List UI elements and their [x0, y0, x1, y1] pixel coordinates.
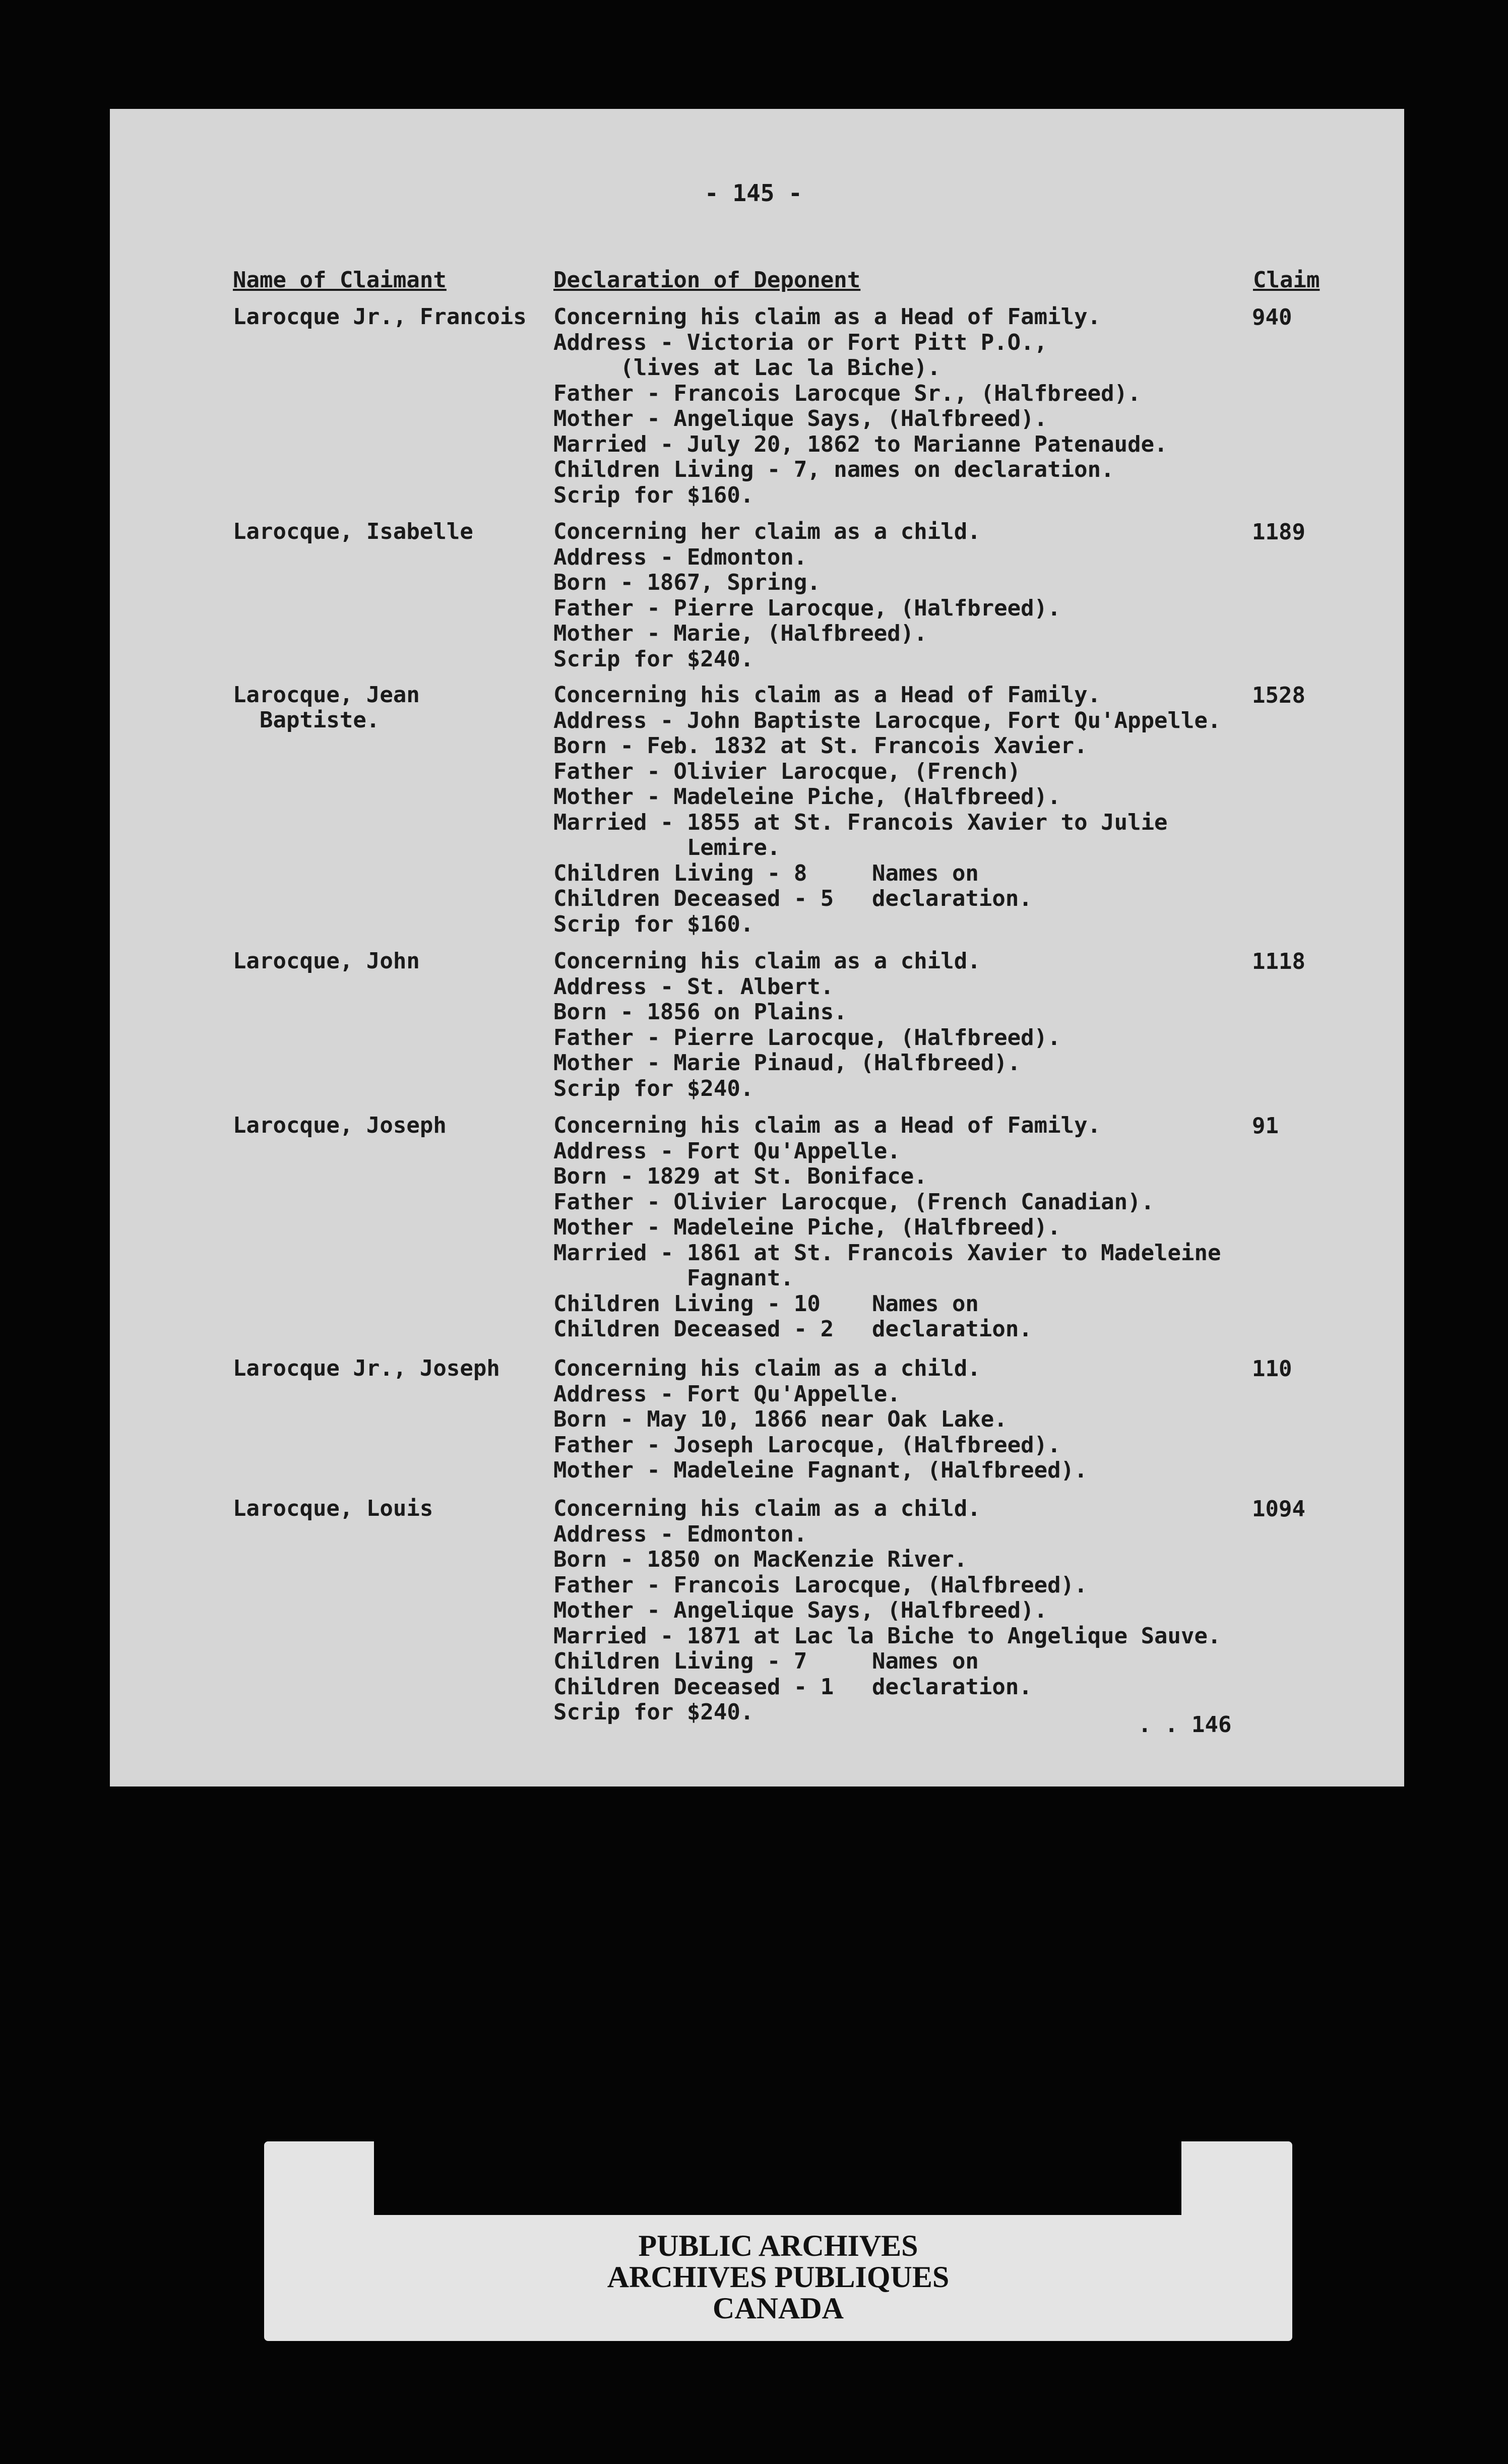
declaration-line: Born - 1850 on MacKenzie River. — [553, 1547, 968, 1572]
declaration-line: Born - May 10, 1866 near Oak Lake. — [553, 1406, 1008, 1432]
names-note: Names on — [872, 860, 979, 886]
claim-number: 110 — [1252, 1356, 1292, 1382]
children-deceased-row — [553, 1317, 1249, 1342]
declaration-line: Concerning his claim as a Head of Family. — [553, 682, 1101, 708]
claim-number: 1189 — [1252, 519, 1305, 545]
declaration-line: Address - Fort Qu'Appelle. — [553, 1138, 901, 1164]
children-living-row — [553, 861, 1249, 887]
names-note: Names on — [872, 1648, 979, 1674]
declaration-line: Father - Olivier Larocque, (French Canadian). — [553, 1189, 1155, 1215]
claim-number: 1118 — [1252, 949, 1305, 974]
header-name-of-claimant: Name of Claimant — [233, 267, 447, 293]
declaration-text — [553, 304, 1249, 508]
children-living: Children Living - 8 — [553, 860, 807, 886]
archives-stamp — [264, 2141, 1292, 2341]
declaration-line: Address - Edmonton. — [553, 1521, 807, 1547]
children-deceased: Children Deceased - 1 — [553, 1674, 834, 1700]
declaration-line: Address - Fort Qu'Appelle. — [553, 1381, 901, 1407]
document-page — [110, 109, 1404, 1787]
stamp-notch — [374, 2141, 1181, 2215]
declaration-line: Concerning his claim as a child. — [553, 1356, 981, 1381]
declaration-line: Scrip for $240. — [553, 1075, 754, 1101]
declaration-line: Mother - Angelique Says, (Halfbreed). — [553, 406, 1048, 432]
children-living: Children Living - 7 — [553, 1648, 807, 1674]
claimant-name: Larocque, Joseph — [233, 1113, 447, 1138]
declaration-text — [553, 1113, 1249, 1342]
declaration-line: Concerning his claim as a child. — [553, 948, 981, 974]
declaration-text — [553, 683, 1249, 937]
stamp-line-1: PUBLIC ARCHIVES — [638, 2229, 918, 2262]
children-living-row — [553, 1291, 1249, 1317]
declaration-line: Father - Olivier Larocque, (French) — [553, 758, 1021, 784]
names-note: declaration. — [872, 886, 1032, 911]
children-deceased-row — [553, 1675, 1249, 1700]
children-living: Children Living - 10 — [553, 1290, 821, 1317]
declaration-line: Married - 1861 at St. Francois Xavier to Madeleine — [553, 1240, 1221, 1266]
claim-number: 940 — [1252, 304, 1292, 330]
declaration-line: Married - 1855 at St. Francois Xavier to Julie — [553, 809, 1168, 835]
declaration-line: Married - 1871 at Lac la Biche to Angelique Sauve. — [553, 1623, 1221, 1649]
declaration-line: Married - July 20, 1862 to Marianne Patenaude. — [553, 431, 1168, 457]
declaration-text — [553, 1496, 1249, 1726]
declaration-line: Concerning his claim as a Head of Family. — [553, 304, 1101, 330]
children-deceased: Children Deceased - 5 — [553, 886, 834, 911]
page-number: - 145 - — [705, 179, 802, 207]
names-note: declaration. — [872, 1674, 1032, 1700]
stamp-line-2: ARCHIVES PUBLIQUES — [607, 2260, 950, 2294]
declaration-line: Mother - Madeleine Piche, (Halfbreed). — [553, 784, 1061, 810]
declaration-line: Scrip for $160. — [553, 911, 754, 937]
names-note: declaration. — [872, 1316, 1032, 1342]
declaration-line: Mother - Madeleine Fagnant, (Halfbreed). — [553, 1457, 1088, 1483]
declaration-line: Mother - Marie Pinaud, (Halfbreed). — [553, 1050, 1021, 1076]
declaration-line: Father - Francois Larocque Sr., (Halfbreed). — [553, 380, 1141, 406]
declaration-line: Father - Francois Larocque, (Halfbreed). — [553, 1572, 1088, 1598]
declaration-line: Father - Pierre Larocque, (Halfbreed). — [553, 1024, 1061, 1051]
children-deceased-row — [553, 886, 1249, 912]
claimant-name: Larocque Jr., Francois — [233, 304, 527, 330]
claimant-name: Larocque, Isabelle — [233, 519, 473, 544]
declaration-line: Concerning her claim as a child. — [553, 519, 981, 544]
declaration-line: Born - Feb. 1832 at St. Francois Xavier. — [553, 733, 1088, 759]
children-deceased: Children Deceased - 2 — [553, 1316, 834, 1342]
declaration-line: Fagnant. — [553, 1265, 794, 1291]
continuation-marker: . . 146 — [1138, 1712, 1232, 1738]
children-living-row — [553, 1649, 1249, 1675]
claimant-name: Larocque, John — [233, 948, 420, 974]
declaration-line: Born - 1867, Spring. — [553, 570, 821, 595]
declaration-line: Lemire. — [553, 835, 781, 860]
declaration-line: Address - St. Albert. — [553, 973, 834, 1000]
declaration-line: Scrip for $240. — [553, 646, 754, 672]
declaration-line: Scrip for $240. — [553, 1699, 754, 1725]
declaration-line: Children Living - 7, names on declaration. — [553, 457, 1114, 482]
declaration-text — [553, 1356, 1249, 1484]
claim-number: 1094 — [1252, 1496, 1305, 1522]
declaration-text — [553, 519, 1249, 672]
declaration-line: Born - 1856 on Plains. — [553, 999, 847, 1025]
declaration-line: Born - 1829 at St. Boniface. — [553, 1163, 927, 1189]
declaration-line: Mother - Madeleine Piche, (Halfbreed). — [553, 1214, 1061, 1240]
declaration-line: Father - Joseph Larocque, (Halfbreed). — [553, 1432, 1061, 1458]
declaration-line: Concerning his claim as a Head of Family. — [553, 1113, 1101, 1138]
declaration-line: Father - Pierre Larocque, (Halfbreed). — [553, 595, 1061, 621]
declaration-text — [553, 949, 1249, 1101]
declaration-line: Mother - Marie, (Halfbreed). — [553, 621, 927, 646]
declaration-line: Concerning his claim as a child. — [553, 1496, 981, 1521]
claimant-name: Larocque, Jean Baptiste. — [233, 682, 420, 733]
stamp-line-3: CANADA — [713, 2292, 844, 2325]
header-claim: Claim — [1253, 267, 1320, 293]
header-declaration-of-deponent: Declaration of Deponent — [553, 267, 861, 293]
declaration-line: Mother - Angelique Says, (Halfbreed). — [553, 1597, 1048, 1623]
claimant-name: Larocque Jr., Joseph — [233, 1356, 500, 1381]
claim-number: 91 — [1252, 1113, 1279, 1139]
stamp-text — [264, 2230, 1292, 2324]
declaration-line: Address - John Baptiste Larocque, Fort Qu'Appelle. — [553, 707, 1221, 733]
names-note: Names on — [872, 1290, 979, 1317]
declaration-line: Scrip for $160. — [553, 482, 754, 508]
declaration-line: Address - Victoria or Fort Pitt P.O., — [553, 329, 1048, 355]
declaration-line: Address - Edmonton. — [553, 544, 807, 570]
declaration-line: (lives at Lac la Biche). — [553, 355, 941, 381]
claimant-name: Larocque, Louis — [233, 1496, 433, 1521]
claim-number: 1528 — [1252, 683, 1305, 708]
